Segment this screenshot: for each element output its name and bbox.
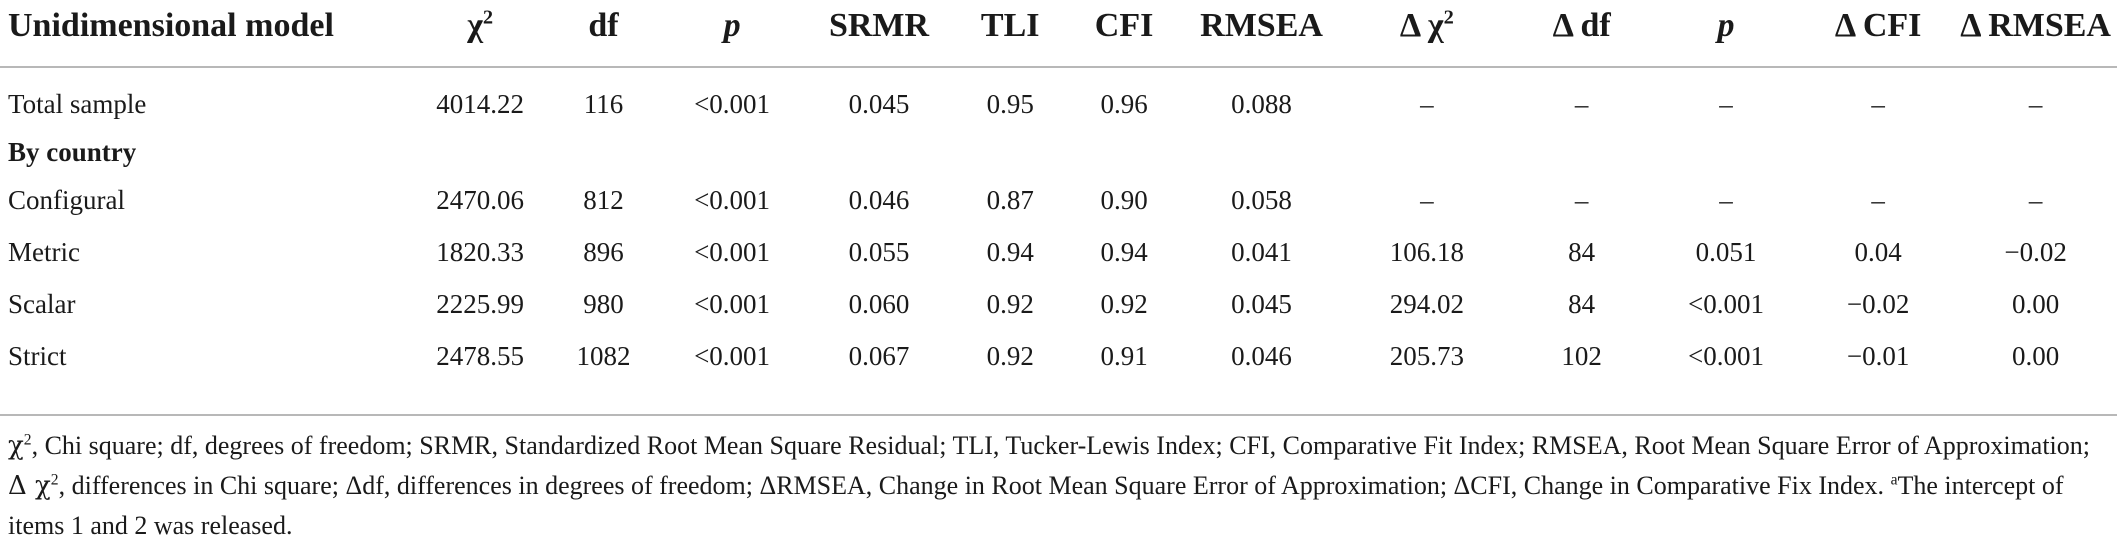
cell-tli: 0.92 [986,288,1034,319]
cell-delta-cfi: 0.04 [1854,236,1902,267]
cell-chi2: 4014.22 [436,88,525,119]
cell-model: Configural [8,184,125,215]
group-label: By country [8,136,137,167]
cell-delta-cfi: – [1871,184,1885,215]
cell-srmr: 0.067 [848,340,910,371]
table-row [0,226,2117,278]
header-p: p [723,7,741,44]
cell-delta-cfi: −0.01 [1846,340,1910,371]
header-delta-rmsea: Δ RMSEA [1960,7,2111,44]
cell-tli: 0.94 [986,236,1034,267]
cell-delta-rmsea: −0.02 [2004,236,2067,267]
header-delta-df: Δ df [1552,7,1611,44]
header-delta-cfi: Δ CFI [1834,7,1922,44]
cell-delta-df: 84 [1568,288,1596,319]
header-cfi: CFI [1094,7,1154,44]
cell-rmsea: 0.088 [1231,88,1292,119]
cell-rmsea: 0.045 [1231,288,1292,319]
header-model: Unidimensional model [8,7,334,44]
cell-delta-df: 102 [1561,340,1602,371]
cell-model: Strict [8,340,67,371]
cell-chi2: 2470.06 [436,184,525,215]
cell-delta-cfi: – [1871,88,1885,119]
cell-p: <0.001 [694,184,771,215]
cell-chi2: 1820.33 [436,236,525,267]
table-footnote [8,426,2108,546]
header-divider [0,66,2117,68]
cell-delta-chi2: – [1420,88,1434,119]
header-rmsea: RMSEA [1200,7,1323,44]
header-srmr: SRMR [828,7,930,44]
cell-cfi: 0.92 [1100,288,1148,319]
cell-delta-df: – [1574,184,1589,215]
cell-chi2: 2478.55 [436,340,525,371]
cell-delta-p: – [1719,88,1733,119]
cell-delta-chi2: 106.18 [1389,236,1464,267]
header-df: df [588,7,619,44]
cell-chi2: 2225.99 [436,288,525,319]
cell-delta-p: – [1719,184,1733,215]
header-delta-chi2: Δ $\chi^2$ [1399,6,1454,44]
cell-model: Scalar [8,288,76,319]
table-row [0,174,2117,226]
cell-delta-rmsea: – [2028,184,2043,215]
cell-delta-chi2: 294.02 [1389,288,1464,319]
cell-delta-p: <0.001 [1687,340,1764,371]
cell-df: 896 [583,236,624,267]
cell-p: <0.001 [694,340,771,371]
cell-delta-chi2: – [1420,184,1434,215]
cell-cfi: 0.94 [1100,236,1148,267]
cell-df: 1082 [576,340,631,371]
cell-delta-rmsea: 0.00 [2012,288,2060,319]
header-delta-p: p [1717,7,1735,44]
footnote-marker: a [1890,471,1898,489]
cell-cfi: 0.91 [1100,340,1148,371]
table-row [0,330,2117,382]
cell-df: 980 [583,288,624,319]
header-row [0,0,2117,52]
cell-df: 116 [583,88,624,119]
cell-srmr: 0.060 [848,288,910,319]
group-row [0,130,2117,174]
cell-model: Metric [8,236,80,267]
spacer-row [0,52,2117,78]
cell-delta-p: 0.051 [1695,236,1757,267]
cell-srmr: 0.046 [848,184,910,215]
cell-cfi: 0.96 [1100,88,1148,119]
cell-delta-df: – [1574,88,1589,119]
cell-tli: 0.92 [986,340,1034,371]
cell-p: <0.001 [694,288,771,319]
header-chi2: $\chi^2$ [467,6,494,44]
cell-tli: 0.87 [986,184,1034,215]
cell-tli: 0.95 [986,88,1034,119]
cell-delta-df: 84 [1568,236,1596,267]
table-row [0,78,2117,130]
cell-rmsea: 0.058 [1231,184,1292,215]
cell-srmr: 0.045 [848,88,910,119]
cell-model: Total sample [8,88,147,119]
cell-delta-p: <0.001 [1687,288,1764,319]
cell-cfi: 0.90 [1100,184,1148,215]
cell-delta-rmsea: 0.00 [2012,340,2060,371]
cell-delta-chi2: 205.73 [1389,340,1464,371]
cell-rmsea: 0.046 [1231,340,1292,371]
cell-df: 812 [583,184,624,215]
table-bottom-divider [0,414,2117,416]
cell-p: <0.001 [694,88,771,119]
cell-rmsea: 0.041 [1231,236,1292,267]
cell-delta-cfi: −0.02 [1846,288,1910,319]
cell-delta-rmsea: – [2028,88,2043,119]
header-tli: TLI [980,7,1040,44]
footnote-text: $\chi^2$, Chi square; df, degrees of freedom; SRMR, Standardized Root Mean Square Residual; TLI, Tucker-Lewis Index; CFI, Comparative Fit Index; RMSEA, Root Mean Square Error of Approximation; Δ $\chi^2$, differences in Chi square; Δdf, differences in degrees of freedom; ΔRMSEA, Change in Root Mean Square Error of Approximation; ΔCFI, Change in Comparative Fix Index. $^a$The intercept of items 1 and 2 was released. [8,431,2091,540]
cell-srmr: 0.055 [848,236,910,267]
table-row [0,278,2117,330]
cell-p: <0.001 [694,236,771,267]
